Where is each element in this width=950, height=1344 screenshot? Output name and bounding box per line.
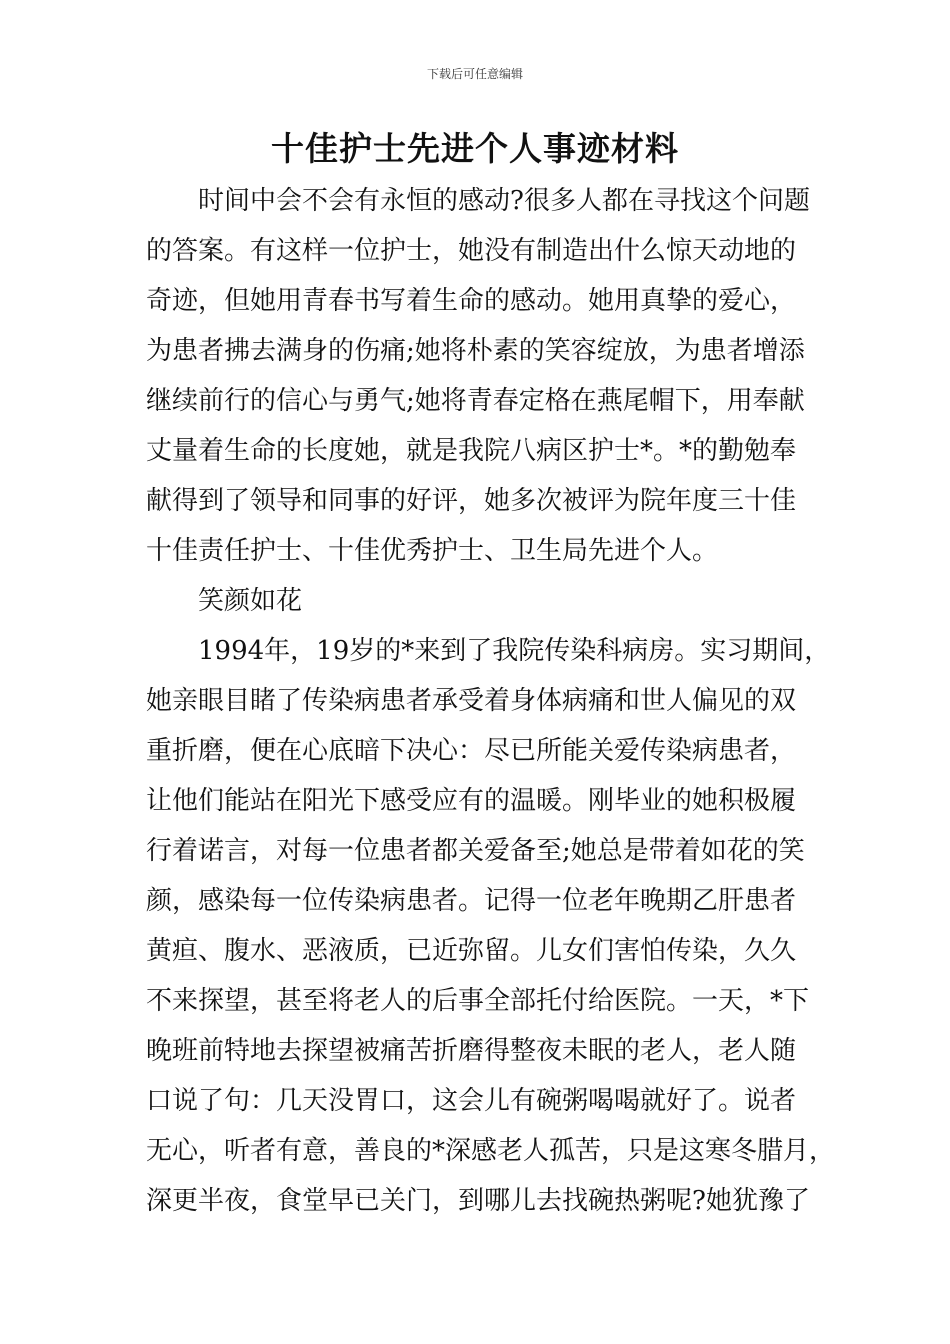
text-line: 口说了句：几天没胃口，这会儿有碗粥喝喝就好了。说者 xyxy=(146,1086,797,1116)
text-line: 十佳责任护士、十佳优秀护士、卫生局先进个人。 xyxy=(146,536,719,566)
section-heading: 笑颜如花 xyxy=(198,586,303,616)
text-line: 为患者拂去满身的伤痛;她将朴素的笑容绽放，为患者增添 xyxy=(146,336,805,366)
page-title: 十佳护士先进个人事迹材料 xyxy=(271,129,679,168)
text-line: 黄疸、腹水、恶液质，已近弥留。儿女们害怕传染，久久 xyxy=(146,936,797,966)
text-line: 的答案。有这样一位护士，她没有制造出什么惊天动地的 xyxy=(146,236,797,266)
text-line: 晚班前特地去探望被痛苦折磨得整夜未眠的老人，老人随 xyxy=(146,1036,797,1066)
text-line: 时间中会不会有永恒的感动?很多人都在寻找这个问题 xyxy=(198,186,810,216)
text-line: 继续前行的信心与勇气;她将青春定格在燕尾帽下，用奉献 xyxy=(146,386,805,416)
header-note: 下载后可任意编辑 xyxy=(426,67,523,81)
text-line: 行着诺言，对每一位患者都关爱备至;她总是带着如花的笑 xyxy=(146,836,805,866)
text-line: 丈量着生命的长度她，就是我院八病区护士*。*的勤勉奉 xyxy=(146,436,797,466)
text-line: 深更半夜，食堂早已关门，到哪儿去找碗热粥呢?她犹豫了 xyxy=(146,1186,810,1216)
text-line: 颜，感染每一位传染病患者。记得一位老年晚期乙肝患者 xyxy=(146,886,797,916)
text-line: 无心，听者有意，善良的*深感老人孤苦，只是这寒冬腊月， xyxy=(146,1136,836,1166)
text-line: 献得到了领导和同事的好评，她多次被评为院年度三十佳 xyxy=(146,486,797,516)
text-line: 重折磨，便在心底暗下决心：尽已所能关爱传染病患者， xyxy=(146,736,797,766)
text-line: 1994年，19岁的*来到了我院传染科病房。实习期间， xyxy=(198,636,831,666)
text-line: 让他们能站在阳光下感受应有的温暖。刚毕业的她积极履 xyxy=(146,786,797,816)
text-line: 奇迹，但她用青春书写着生命的感动。她用真挚的爱心， xyxy=(146,286,797,316)
body-text xyxy=(146,176,836,1226)
text-line: 不来探望，甚至将老人的后事全部托付给医院。一天，*下 xyxy=(146,986,810,1016)
text-line: 她亲眼目睹了传染病患者承受着身体病痛和世人偏见的双 xyxy=(146,686,797,716)
